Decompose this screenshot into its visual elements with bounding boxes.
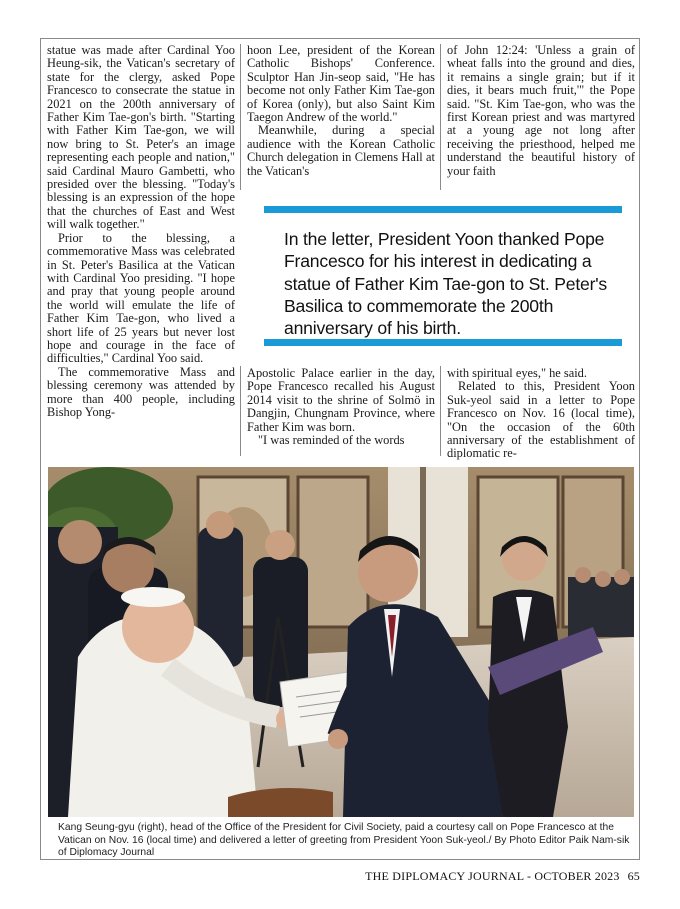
pull-quote-text: In the letter, President Yoon thanked Pope Francesco for his interest in dedicating a statue of Father Kim Tae-gon to St. Peter's Basilica to commemorate the 200th anniversary of his birth.	[284, 229, 608, 339]
article-column-3-top	[447, 44, 635, 178]
paragraph: Related to this, President Yoon Suk-yeol said in a letter to Pope Francesco on Nov. 16 (local time), "On the occasion of the 60th anniversary of the establishment of diplomatic re-	[447, 379, 635, 461]
page-footer	[365, 869, 640, 884]
article-column-2-bottom	[247, 367, 435, 447]
paragraph: "I was reminded of the words	[258, 433, 405, 448]
column-rule	[240, 44, 241, 190]
paragraph: of John 12:24: 'Unless a grain of wheat falls into the ground and dies, it remains a single grain; but if it dies, it bears much fruit,'" the Pope said. "St. Kim Tae-gon, who was the first Korean priest and was martyred at a young age not long after receiving the priesthood, helped me understand the beautiful history of your faith	[447, 43, 635, 178]
paragraph: Prior to the blessing, a commemorative Mass was celebrated in St. Peter's Basilica at the Vatican with Cardinal Yoo presiding. "I hope and pray that young people around the world will emulate the life of Father Kim Tae-gon, who lived a short life of 25 years but never lost hope and courage in the face of difficulties," Cardinal Yoo said.	[47, 230, 235, 366]
pull-quote-bottom-bar	[264, 339, 622, 346]
article-column-2-top	[247, 44, 435, 204]
pull-quote-top-bar	[264, 206, 622, 213]
page-number: 65	[627, 869, 640, 883]
photo-illustration	[48, 467, 634, 817]
paragraph: The commemorative Mass and blessing ceremony was attended by more than 400 people, including Bishop Yong-	[47, 364, 235, 419]
article-lower-columns	[47, 364, 637, 461]
article-photo	[48, 467, 634, 817]
article-column-3-bottom	[447, 367, 635, 461]
paragraph: Apostolic Palace earlier in the day, Pope Francesco recalled his August 2014 visit to the shrine of Solmö in Dangjin, Chungnam Province, where Father Kim was born.	[247, 366, 435, 434]
paragraph: with spiritual eyes," he said.	[447, 366, 587, 380]
article-column-1	[47, 44, 235, 419]
pull-quote	[264, 206, 622, 346]
paragraph: statue was made after Cardinal Yoo Heung-sik, the Vatican's secretary of state for the clergy, asked Pope Francesco to consecrate the statue in 2021 on the 200th anniversary of Father Kim Tae-gon's birth. "Starting with Father Kim Tae-gon, we will now bring to St. Peter's an image representing each people and nation," said Cardinal Mauro Gambetti, who presided over the blessing. "Today's blessing is an expression of the hope that the churches of East and West will walk together."	[47, 43, 235, 232]
publication-name: THE DIPLOMACY JOURNAL - OCTOBER 2023	[365, 869, 620, 883]
photo-caption: Kang Seung-gyu (right), head of the Office of the President for Civil Society, paid a courtesy call on Pope Francesco at the Vatican on Nov. 16 (local time) and delivered a letter of greeting from President Yoon Suk-yeol./ By Photo Editor Paik Nam-sik of Diplomacy Journal	[58, 822, 630, 859]
paragraph: hoon Lee, president of the Korean Catholic Bishops' Conference. Sculptor Han Jin-seop said, "He has become not only Father Kim Tae-gon of Korea (only), but also Saint Kim Taegon Andrew of the world."	[247, 43, 435, 125]
paragraph: Meanwhile, during a special audience with the Korean Catholic Church delegation in Clemens Hall at the Vatican's	[247, 123, 435, 178]
column-rule	[440, 44, 441, 190]
